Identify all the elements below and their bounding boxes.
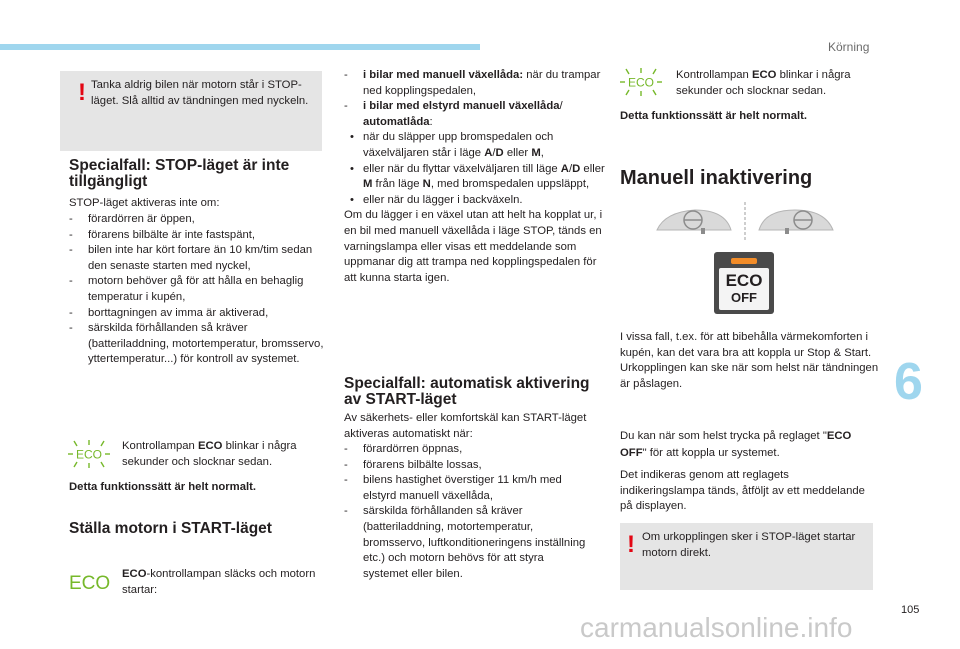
manual-off-para1: I vissa fall, t.ex. för att bibehålla värmekomforten i kupén, kan det vara bra att koppla ur Stop & Start. Urkopplingen kan ske när som helst när tändningen är påslagen. <box>620 331 879 390</box>
stop-unavailable-title: Specialfall: STOP-läget är inte tillgängligt <box>69 157 290 190</box>
start-mode-title: Ställa motorn i START-läget <box>69 520 272 537</box>
eco-icon-label: ECO <box>69 573 111 593</box>
auto-start-intro: Av säkerhets- eller komfortskäl kan START-läget aktiveras automatiskt när: <box>344 412 587 440</box>
list-item: - förardörren är öppen, <box>69 212 331 228</box>
list-item: - förarens bilbälte är inte fastspänt, <box>69 228 331 244</box>
list-item: - motorn behöver gå för att hålla en behaglig temperatur i kupén, <box>69 274 331 305</box>
eco-off-label-off: OFF <box>731 290 757 305</box>
dashboard-illustration <box>655 200 835 242</box>
auto-start-list <box>344 442 589 582</box>
list-item: - bilens hastighet överstiger 11 km/h med elstyrd manuell växellåda, <box>344 473 589 504</box>
eco-off-button <box>714 252 774 314</box>
section-name: Körning <box>828 40 870 54</box>
blink-note-normal: Detta funktionssätt är helt normalt. <box>620 110 808 122</box>
list-item: • eller när du lägger i backväxeln. <box>344 193 606 209</box>
eco-off-label-eco: ECO <box>725 271 763 290</box>
list-item: - förarens bilbälte lossas, <box>344 458 589 474</box>
blink-note-normal: Detta funktionssätt är helt normalt. <box>69 481 257 493</box>
list-item: - särskilda förhållanden så kräver (batteriladdning, motortemperatur, bromsservo, yttertemperatur...) för kontroll av systemet. <box>69 321 331 368</box>
list-item: - i bilar med elstyrd manuell växellåda/ automatlåda: • när du släpper upp bromspedalen och växelväljaren står i läge A/D eller M, • eller när du flyttar växelväljaren till läge A/D eller M från läge N, med bromspedalen uppsläppt, • eller när du lägger i backväxeln. <box>344 99 606 208</box>
list-item: - förardörren öppnas, <box>344 442 589 458</box>
watermark: carmanualsonline.info <box>580 612 853 643</box>
blink-note-text: Kontrollampan ECO blinkar i några sekunder och slocknar sedan. <box>122 440 297 468</box>
page-number: 105 <box>901 604 920 616</box>
list-item: - i bilar med manuell växellåda: när du trampar ned kopplingspedalen, <box>344 68 606 99</box>
warning-icon: ! <box>78 79 86 106</box>
warning-box <box>60 71 322 151</box>
manual-off-para2: Du kan när som helst trycka på reglaget "ECO OFF" för att koppla ur systemet. <box>620 430 852 459</box>
warning-icon: ! <box>627 531 635 558</box>
eco-icon-label: ECO <box>627 75 655 90</box>
eco-blinking-icon <box>68 439 110 469</box>
start-conditions <box>344 68 606 286</box>
list-item: • eller när du flyttar växelväljaren till läge A/D eller M från läge N, med bromspedalen uppsläppt, <box>344 162 606 193</box>
list-item: - särskilda förhållanden så kräver (batteriladdning, motortemperatur, bromsservo, luftkonditioneringens inställning etc.) och motorn behövs för att styra systemet eller bilen. <box>344 504 589 582</box>
list-item: - borttagningen av imma är aktiverad, <box>69 306 331 322</box>
list-item: • när du släpper upp bromspedalen och växelväljaren står i läge A/D eller M, <box>344 130 606 161</box>
eco-off-button-face <box>719 268 769 310</box>
warning-text: Om urkopplingen sker i STOP-läget startar motorn direkt. <box>642 531 856 559</box>
eco-blinking-icon <box>620 67 662 97</box>
reverse-paragraph: Om du lägger i en växel utan att helt ha kopplat ur, i en bil med manuell växellåda i läge STOP, tänds en varningslampa eller visas ett meddelande som uppmanar dig att trampa ned kopplingspedalen för att kunna starta igen. <box>344 209 603 284</box>
manual-off-title: Manuell inaktivering <box>620 167 813 189</box>
warning-box <box>620 523 873 590</box>
auto-start-title: Specialfall: automatisk aktivering av START-läget <box>344 375 590 408</box>
warning-text: Tanka aldrig bilen när motorn står i STOP-läget. Slå alltid av tändningen med nyckeln. <box>91 79 309 107</box>
start-mode-text: ECO-kontrollampan släcks och motorn startar: <box>122 568 316 596</box>
stop-unavailable-list <box>69 212 331 368</box>
eco-off-indicator-lamp <box>731 258 757 264</box>
stop-unavailable-intro: STOP-läget aktiveras inte om: <box>69 197 220 209</box>
eco-icon-label: ECO <box>75 447 103 462</box>
header-accent-bar <box>0 44 480 50</box>
eco-icon <box>69 571 113 593</box>
blink-note-text: Kontrollampan ECO blinkar i några sekunder och slocknar sedan. <box>676 69 851 97</box>
chapter-number: 6 <box>894 353 923 411</box>
manual-off-para3: Det indikeras genom att reglagets indikeringslampa tänds, åtföljt av ett meddelande på displayen. <box>620 469 865 513</box>
list-item: - bilen inte har kört fortare än 10 km/tim sedan den senaste starten med nyckel, <box>69 243 331 274</box>
